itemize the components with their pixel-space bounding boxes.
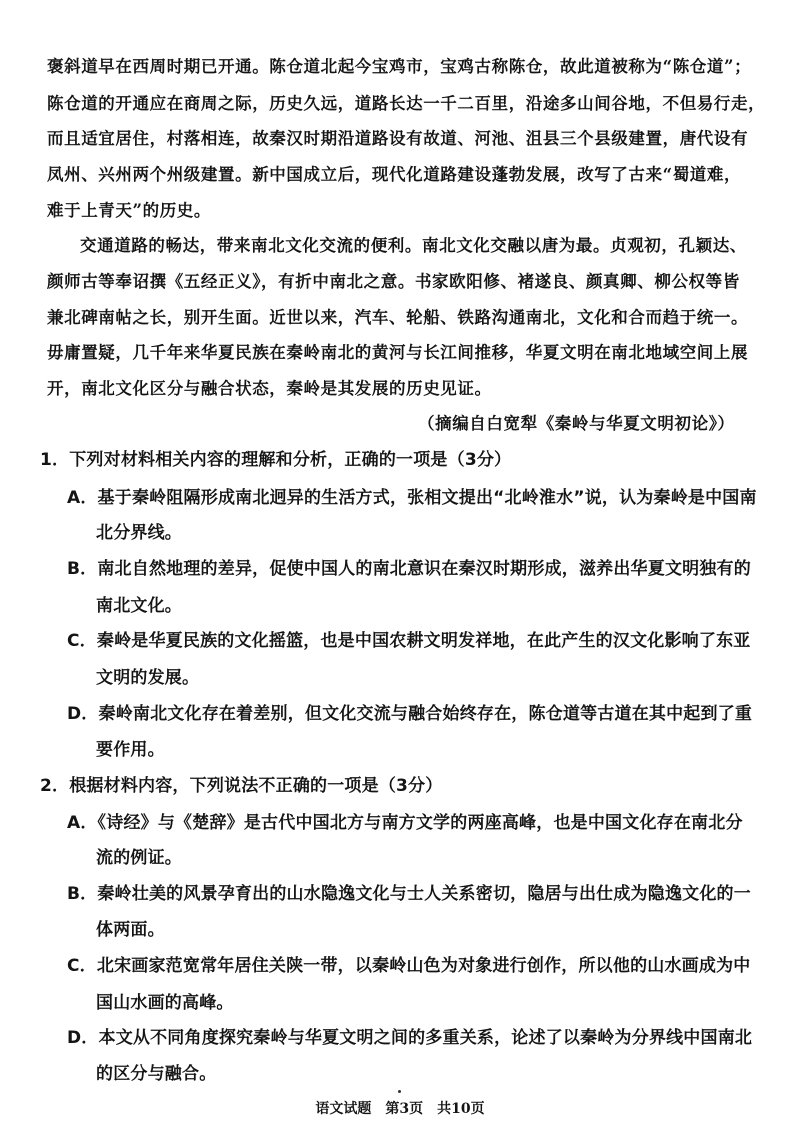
passage-p2-line: 交通道路的畅达，带来南北文化交流的便利。南北文化交融以唐为最。贞观初，孔颖达、 [80,236,747,256]
q1-option-c-cont: 文明的发展。 [96,667,200,688]
q1-option-a: A．基于秦岭阻隔形成南北迥异的生活方式，张相文提出“北岭淮水”说，认为秦岭是中国南 [67,487,757,508]
q1-option-d-cont: 要作用。 [96,740,165,761]
q2-option-b: B．秦岭壮美的风景孕育出的山水隐逸文化与士人关系密切，隐居与出仕成为隐逸文化的一 [67,883,751,904]
q2-option-a-cont: 流的例证。 [96,848,182,869]
passage-p1-line: 而且适宜居住，村落相连，故秦汉时期沿道路设有故道、河池、沮县三个县级建置，唐代设有 [47,129,749,149]
passage-source: （摘编自白宽犁《秦岭与华夏文明初论》） [418,413,735,433]
page-footer: 语文试题 第3页 共10页 [315,1101,485,1117]
q2-option-a: A．《诗经》与《楚辞》是古代中国北方与南方文学的两座高峰，也是中国文化存在南北分 [67,812,743,833]
q1-option-a-cont: 北分界线。 [96,523,182,544]
passage-p2-line: 开，南北文化区分与融合状态，秦岭是其发展的历史见证。 [47,378,492,398]
q2-option-c-cont: 国山水画的高峰。 [96,992,234,1013]
scan-speck [398,1090,401,1093]
q2-option-c: C．北宋画家范宽常年居住关陕一带，以秦岭山色为对象进行创作，所以他的山水画成为中 [67,956,751,977]
question-1-stem: 1．下列对材料相关内容的理解和分析，正确的一项是（3分） [40,450,512,471]
q2-option-d: D．本文从不同角度探究秦岭与华夏文明之间的多重关系，论述了以秦岭为分界线中国南北 [67,1028,753,1049]
passage-p1-line: 陈仓道的开通应在商周之际，历史久远，道路长达一千二百里，沿途多山间谷地，不但易行走， [47,93,766,113]
q1-option-c: C．秦岭是华夏民族的文化摇篮，也是中国农耕文明发祥地，在此产生的汉文化影响了东亚 [67,631,751,652]
q1-option-d: D．秦岭南北文化存在着差别，但文化交流与融合始终存在，陈仓道等古道在其中起到了重 [67,703,753,724]
q2-option-b-cont: 体两面。 [96,920,165,941]
passage-p2-line: 兼北碑南帖之长，别开生面。近世以来，汽车、轮船、铁路沟通南北，文化和合而趋于统一。 [47,307,749,327]
q2-option-d-cont: 的区分与融合。 [96,1064,217,1084]
passage-p2-line: 颜师古等奉诏撰《五经正义》，有折中南北之意。书家欧阳修、褚遂良、颜真卿、柳公权等皆 [47,271,740,291]
passage-p1-line: 难于上青天”的历史。 [47,200,211,220]
passage-p2-line: 毋庸置疑，几千年来华夏民族在秦岭南北的黄河与长江间推移，华夏文明在南北地域空间上展 [47,343,749,363]
passage-p1-line: 褒斜道早在西周时期已开通。陈仓道北起今宝鸡市，宝鸡古称陈仓，故此道被称为“陈仓道”； [47,57,752,76]
q1-option-b-cont: 南北文化。 [96,595,182,616]
q1-option-b: B．南北自然地理的差异，促使中国人的南北意识在秦汉时期形成，滋养出华夏文明独有的 [67,559,751,580]
passage-p1-line: 凤州、兴州两个州级建置。新中国成立后，现代化道路建设蓬勃发展，改写了古来“蜀道难， [47,164,742,184]
question-2-stem: 2．根据材料内容，下列说法不正确的一项是（3分） [40,775,443,796]
